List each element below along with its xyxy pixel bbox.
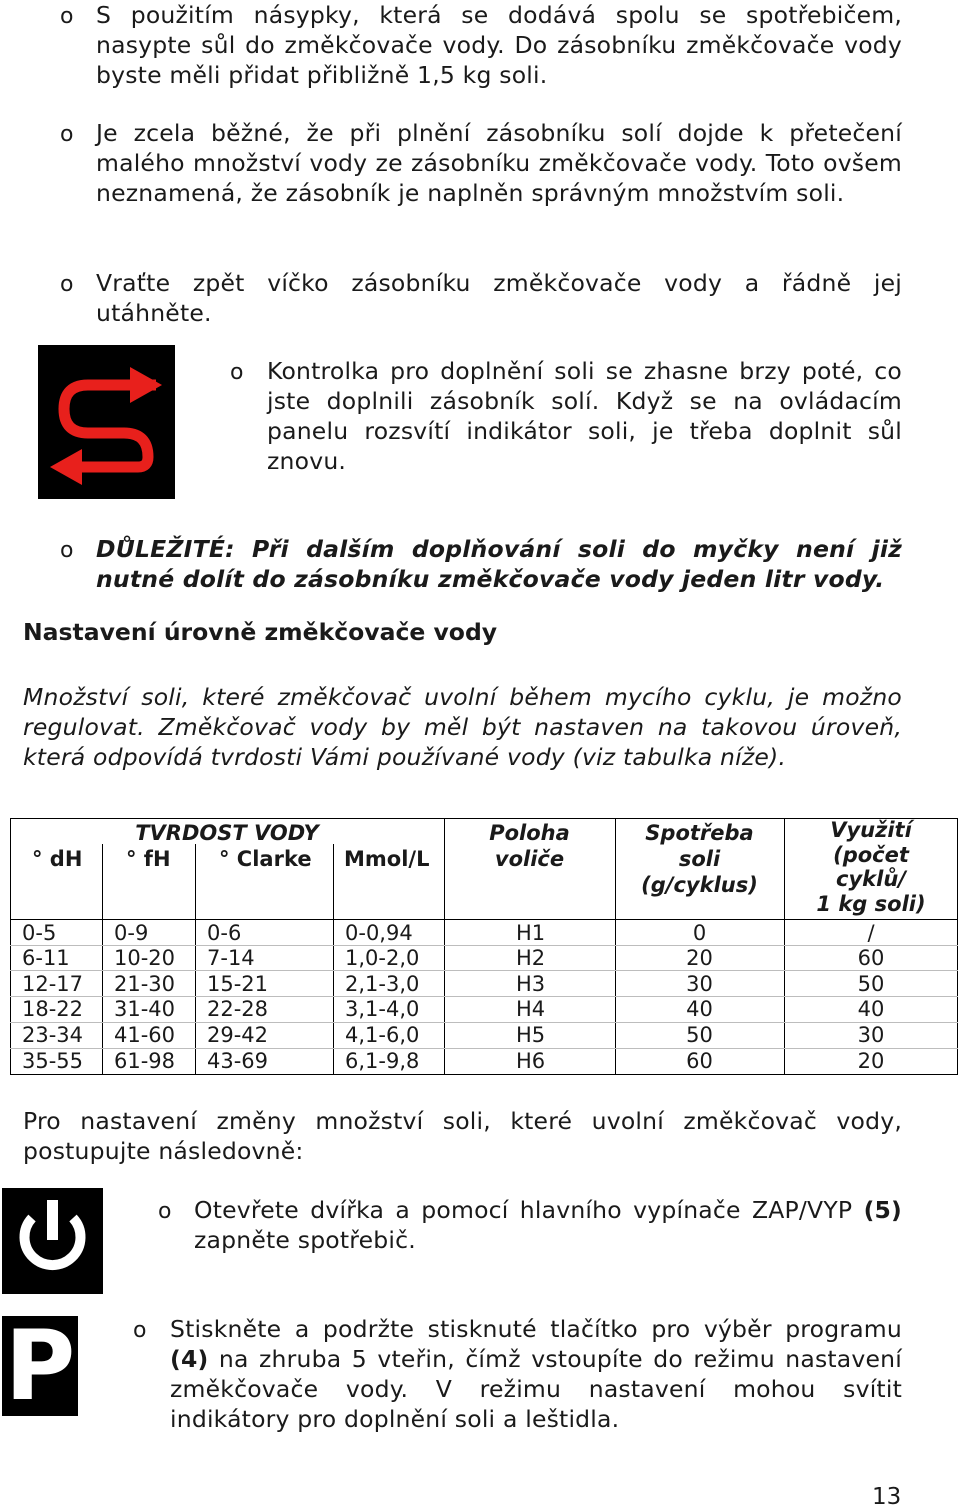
table-cell-fh: 10-20 [114, 946, 176, 970]
table-cell-clarke: 15-21 [207, 972, 269, 996]
table-cell-use: 60 [857, 946, 885, 970]
bullet-marker: o [158, 1199, 172, 1224]
table-cell-dh: 23-34 [22, 1023, 84, 1047]
table-cell-fh: 31-40 [114, 997, 176, 1021]
bullet-text-cap: Vraťte zpět víčko zásobníku změkčovače vody a řádně jej utáhněte. [96, 269, 902, 327]
procedure-intro: Pro nastavení změny množství soli, které uvolní změkčovač vody, postupujte následovně: [23, 1107, 902, 1165]
col-header-clarke: ° Clarke [219, 847, 312, 871]
col-header-fh: ° fH [126, 847, 171, 871]
salt-indicator-text: Kontrolka pro doplnění soli se zhasne brzy poté, co jste doplnili zásobník solí. Když se na ovládacím panelu rozsvítí indikátor soli, je třeba doplnit sůl znovu. [267, 357, 902, 475]
bullet-marker: o [60, 4, 74, 29]
table-cell-fh: 0-9 [114, 921, 149, 945]
bullet-marker: o [60, 272, 74, 297]
table-cell-clarke: 29-42 [207, 1023, 269, 1047]
table-cell-use: 50 [857, 972, 885, 996]
table-cell-dh: 18-22 [22, 997, 84, 1021]
col-header-dh: ° dH [32, 847, 83, 871]
table-cell-pos: H1 [516, 921, 546, 945]
bullet-text-overflow: Je zcela běžné, že při plnění zásobníku solí dojde k přetečení malého množství vody ze zásobníku změkčovače vody. Toto ovšem neznamená, že zásobník je naplněn správným množstvím soli. [96, 119, 902, 207]
table-cell-pos: H4 [516, 997, 546, 1021]
table-cell-dh: 0-5 [22, 921, 57, 945]
col-header-spotreba: Spotřeba soli (g/cyklus) [641, 821, 758, 897]
bullet-marker: o [60, 538, 74, 563]
col-header-poloha: Poloha voliče [489, 821, 570, 871]
bullet-marker: o [230, 360, 244, 385]
bullet-marker: o [133, 1318, 147, 1343]
step-power-text: Otevřete dvířka a pomocí hlavního vypínače ZAP/VYP (5) zapněte spotřebič. [194, 1196, 902, 1254]
table-cell-fh: 21-30 [114, 972, 176, 996]
table-cell-pos: H5 [516, 1023, 546, 1047]
intro-paragraph: Množství soli, které změkčovač uvolní během mycího cyklu, je možno regulovat. Změkčovač vody by měl být nastaven na takovou úroveň, která odpovídá tvrdosti Vámi používané vody (viz tabulka níže). [23, 683, 902, 771]
step-program-text: Stiskněte a podržte stisknuté tlačítko pro výběr programu (4) na zhruba 5 vteřin, čímž vstoupíte do režimu nastavení změkčovače vody. V režimu nastavení mohou svítit indikátory pro doplnění soli a leštidla. [170, 1315, 902, 1433]
table-cell-pos: H6 [516, 1049, 546, 1073]
table-cell-use: 30 [857, 1023, 885, 1047]
col-header-vyuziti: Využití (počet cyklů/ 1 kg soli) [816, 818, 926, 916]
important-note: DŮLEŽITÉ: Při dalším doplňování soli do myčky není již nutné dolít do zásobníku změkčovače vody jeden litr vody. [96, 535, 902, 593]
col-header-mmol: Mmol/L [344, 847, 430, 871]
table-cell-dh: 12-17 [22, 972, 84, 996]
bullet-marker: o [60, 122, 74, 147]
table-cell-use: 40 [857, 997, 885, 1021]
table-cell-clarke: 0-6 [207, 921, 242, 945]
page-number: 13 [872, 1484, 902, 1510]
table-cell-mmol: 6,1-9,8 [345, 1049, 420, 1073]
table-cell-pos: H2 [516, 946, 546, 970]
table-cell-mmol: 3,1-4,0 [345, 997, 420, 1021]
table-cell-use: 20 [857, 1049, 885, 1073]
water-hardness-table [10, 818, 958, 1075]
table-cell-pos: H3 [516, 972, 546, 996]
table-group-header: TVRDOST VODY [135, 821, 319, 845]
table-cell-mmol: 2,1-3,0 [345, 972, 420, 996]
table-cell-dh: 35-55 [22, 1049, 84, 1073]
section-heading: Nastavení úrovně změkčovače vody [23, 618, 498, 646]
table-cell-cons: 0 [692, 921, 707, 945]
table-cell-fh: 41-60 [114, 1023, 176, 1047]
table-cell-use: / [867, 921, 875, 945]
table-cell-dh: 6-11 [22, 946, 70, 970]
table-cell-cons: 40 [686, 997, 713, 1021]
table-cell-mmol: 1,0-2,0 [345, 946, 420, 970]
table-cell-mmol: 4,1-6,0 [345, 1023, 420, 1047]
table-cell-cons: 30 [686, 972, 713, 996]
power-icon [2, 1188, 103, 1294]
table-cell-cons: 60 [686, 1049, 713, 1073]
table-cell-cons: 20 [686, 946, 713, 970]
table-cell-fh: 61-98 [114, 1049, 176, 1073]
table-cell-clarke: 22-28 [207, 997, 269, 1021]
table-cell-clarke: 43-69 [207, 1049, 269, 1073]
bullet-text-salt-fill: S použitím násypky, která se dodává spolu se spotřebičem, nasypte sůl do změkčovače vody. Do zásobníku změkčovače vody byste měli přidat přibližně 1,5 kg soli. [96, 1, 902, 89]
salt-indicator-icon [38, 345, 175, 499]
table-cell-cons: 50 [686, 1023, 713, 1047]
program-p-icon: P [2, 1316, 78, 1416]
table-cell-clarke: 7-14 [207, 946, 255, 970]
table-cell-mmol: 0-0,94 [345, 921, 413, 945]
